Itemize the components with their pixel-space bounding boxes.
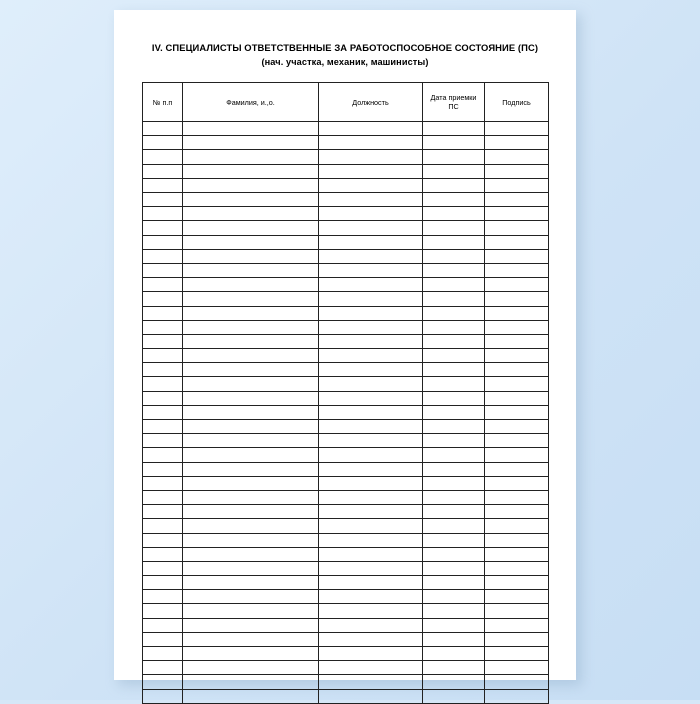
cell-number[interactable] — [143, 434, 183, 448]
table-row[interactable] — [143, 405, 549, 419]
cell-position[interactable] — [319, 377, 423, 391]
cell-position[interactable] — [319, 505, 423, 519]
table-row[interactable] — [143, 391, 549, 405]
cell-name[interactable] — [183, 576, 319, 590]
cell-acceptance-date[interactable] — [423, 405, 485, 419]
cell-position[interactable] — [319, 547, 423, 561]
cell-acceptance-date[interactable] — [423, 150, 485, 164]
cell-number[interactable] — [143, 561, 183, 575]
cell-name[interactable] — [183, 434, 319, 448]
cell-name[interactable] — [183, 561, 319, 575]
cell-position[interactable] — [319, 235, 423, 249]
cell-position[interactable] — [319, 349, 423, 363]
cell-signature[interactable] — [485, 122, 549, 136]
cell-position[interactable] — [319, 675, 423, 689]
cell-acceptance-date[interactable] — [423, 221, 485, 235]
cell-name[interactable] — [183, 689, 319, 703]
cell-name[interactable] — [183, 207, 319, 221]
cell-number[interactable] — [143, 689, 183, 703]
cell-name[interactable] — [183, 476, 319, 490]
cell-signature[interactable] — [485, 618, 549, 632]
cell-acceptance-date[interactable] — [423, 689, 485, 703]
cell-acceptance-date[interactable] — [423, 519, 485, 533]
cell-number[interactable] — [143, 150, 183, 164]
cell-position[interactable] — [319, 519, 423, 533]
cell-acceptance-date[interactable] — [423, 434, 485, 448]
cell-number[interactable] — [143, 647, 183, 661]
cell-acceptance-date[interactable] — [423, 178, 485, 192]
cell-signature[interactable] — [485, 377, 549, 391]
table-row[interactable] — [143, 590, 549, 604]
cell-number[interactable] — [143, 136, 183, 150]
column-header-signature-label: Подпись — [502, 97, 531, 107]
cell-number[interactable] — [143, 661, 183, 675]
column-header-name-label: Фамилия, и.,о. — [226, 97, 275, 107]
cell-number[interactable] — [143, 193, 183, 207]
cell-acceptance-date[interactable] — [423, 462, 485, 476]
table-row[interactable] — [143, 490, 549, 504]
table-row[interactable] — [143, 193, 549, 207]
cell-signature[interactable] — [485, 334, 549, 348]
cell-position[interactable] — [319, 448, 423, 462]
cell-name[interactable] — [183, 490, 319, 504]
cell-name[interactable] — [183, 519, 319, 533]
cell-position[interactable] — [319, 618, 423, 632]
cell-position[interactable] — [319, 405, 423, 419]
cell-acceptance-date[interactable] — [423, 235, 485, 249]
table-row[interactable] — [143, 363, 549, 377]
cell-acceptance-date[interactable] — [423, 136, 485, 150]
table-row[interactable] — [143, 178, 549, 192]
table-row[interactable] — [143, 647, 549, 661]
table-row[interactable] — [143, 576, 549, 590]
cell-signature[interactable] — [485, 632, 549, 646]
table-header — [143, 83, 549, 122]
cell-name[interactable] — [183, 363, 319, 377]
cell-position[interactable] — [319, 263, 423, 277]
cell-number[interactable] — [143, 249, 183, 263]
cell-name[interactable] — [183, 618, 319, 632]
table-row[interactable] — [143, 306, 549, 320]
cell-number[interactable] — [143, 547, 183, 561]
cell-number[interactable] — [143, 334, 183, 348]
cell-acceptance-date[interactable] — [423, 207, 485, 221]
table-row[interactable] — [143, 320, 549, 334]
cell-position[interactable] — [319, 164, 423, 178]
cell-name[interactable] — [183, 334, 319, 348]
cell-position[interactable] — [319, 462, 423, 476]
cell-position[interactable] — [319, 434, 423, 448]
cell-name[interactable] — [183, 647, 319, 661]
cell-number[interactable] — [143, 476, 183, 490]
cell-position[interactable] — [319, 632, 423, 646]
cell-signature[interactable] — [485, 533, 549, 547]
cell-position[interactable] — [319, 221, 423, 235]
cell-name[interactable] — [183, 320, 319, 334]
page-title: IV. СПЕЦИАЛИСТЫ ОТВЕТСТВЕННЫЕ ЗА РАБОТОСПОСОБНОЕ СОСТОЯНИЕ (ПС) — [151, 42, 539, 53]
cell-number[interactable] — [143, 320, 183, 334]
cell-name[interactable] — [183, 306, 319, 320]
cell-position[interactable] — [319, 561, 423, 575]
cell-position[interactable] — [319, 136, 423, 150]
cell-position[interactable] — [319, 590, 423, 604]
cell-acceptance-date[interactable] — [423, 391, 485, 405]
table-row[interactable] — [143, 207, 549, 221]
cell-name[interactable] — [183, 533, 319, 547]
cell-number[interactable] — [143, 122, 183, 136]
cell-number[interactable] — [143, 618, 183, 632]
cell-number[interactable] — [143, 420, 183, 434]
cell-number[interactable] — [143, 462, 183, 476]
table-row[interactable] — [143, 249, 549, 263]
cell-acceptance-date[interactable] — [423, 490, 485, 504]
cell-name[interactable] — [183, 122, 319, 136]
cell-acceptance-date[interactable] — [423, 193, 485, 207]
cell-signature[interactable] — [485, 405, 549, 419]
cell-signature[interactable] — [485, 590, 549, 604]
cell-signature[interactable] — [485, 207, 549, 221]
cell-signature[interactable] — [485, 278, 549, 292]
cell-acceptance-date[interactable] — [423, 278, 485, 292]
cell-signature[interactable] — [485, 490, 549, 504]
cell-signature[interactable] — [485, 661, 549, 675]
cell-name[interactable] — [183, 235, 319, 249]
cell-signature[interactable] — [485, 675, 549, 689]
cell-name[interactable] — [183, 263, 319, 277]
cell-name[interactable] — [183, 150, 319, 164]
table-row[interactable] — [143, 420, 549, 434]
table-row[interactable] — [143, 349, 549, 363]
cell-acceptance-date[interactable] — [423, 533, 485, 547]
cell-name[interactable] — [183, 604, 319, 618]
cell-signature[interactable] — [485, 178, 549, 192]
table-header-row — [143, 83, 549, 122]
cell-name[interactable] — [183, 377, 319, 391]
cell-acceptance-date[interactable] — [423, 604, 485, 618]
cell-acceptance-date[interactable] — [423, 249, 485, 263]
cell-position[interactable] — [319, 576, 423, 590]
cell-position[interactable] — [319, 278, 423, 292]
cell-position[interactable] — [319, 420, 423, 434]
column-header-number — [143, 83, 183, 122]
cell-number[interactable] — [143, 349, 183, 363]
cell-number[interactable] — [143, 405, 183, 419]
cell-signature[interactable] — [485, 476, 549, 490]
cell-number[interactable] — [143, 576, 183, 590]
cell-acceptance-date[interactable] — [423, 448, 485, 462]
table-row[interactable] — [143, 533, 549, 547]
cell-signature[interactable] — [485, 349, 549, 363]
cell-acceptance-date[interactable] — [423, 576, 485, 590]
cell-number[interactable] — [143, 377, 183, 391]
cell-signature[interactable] — [485, 647, 549, 661]
table-row[interactable] — [143, 505, 549, 519]
cell-name[interactable] — [183, 420, 319, 434]
cell-acceptance-date[interactable] — [423, 505, 485, 519]
cell-number[interactable] — [143, 505, 183, 519]
cell-signature[interactable] — [485, 604, 549, 618]
table-row[interactable] — [143, 675, 549, 689]
cell-number[interactable] — [143, 178, 183, 192]
table-row[interactable] — [143, 519, 549, 533]
cell-number[interactable] — [143, 391, 183, 405]
cell-number[interactable] — [143, 448, 183, 462]
cell-position[interactable] — [319, 150, 423, 164]
column-header-acceptance-date — [423, 83, 485, 122]
cell-acceptance-date[interactable] — [423, 590, 485, 604]
cell-signature[interactable] — [485, 164, 549, 178]
cell-number[interactable] — [143, 263, 183, 277]
cell-number[interactable] — [143, 207, 183, 221]
cell-signature[interactable] — [485, 547, 549, 561]
cell-acceptance-date[interactable] — [423, 661, 485, 675]
table-row[interactable] — [143, 122, 549, 136]
table-row[interactable] — [143, 235, 549, 249]
cell-signature[interactable] — [485, 320, 549, 334]
table-row[interactable] — [143, 434, 549, 448]
cell-name[interactable] — [183, 278, 319, 292]
cell-number[interactable] — [143, 164, 183, 178]
table-row[interactable] — [143, 604, 549, 618]
cell-acceptance-date[interactable] — [423, 334, 485, 348]
cell-signature[interactable] — [485, 689, 549, 703]
table-row[interactable] — [143, 221, 549, 235]
table-row[interactable] — [143, 661, 549, 675]
cell-position[interactable] — [319, 647, 423, 661]
cell-number[interactable] — [143, 675, 183, 689]
cell-signature[interactable] — [485, 519, 549, 533]
cell-position[interactable] — [319, 306, 423, 320]
cell-number[interactable] — [143, 363, 183, 377]
cell-name[interactable] — [183, 632, 319, 646]
table-row[interactable] — [143, 292, 549, 306]
cell-acceptance-date[interactable] — [423, 320, 485, 334]
table-row[interactable] — [143, 476, 549, 490]
cell-acceptance-date[interactable] — [423, 164, 485, 178]
cell-acceptance-date[interactable] — [423, 647, 485, 661]
table-row[interactable] — [143, 448, 549, 462]
cell-name[interactable] — [183, 590, 319, 604]
cell-signature[interactable] — [485, 249, 549, 263]
cell-position[interactable] — [319, 689, 423, 703]
cell-acceptance-date[interactable] — [423, 476, 485, 490]
cell-acceptance-date[interactable] — [423, 306, 485, 320]
cell-number[interactable] — [143, 604, 183, 618]
table-row[interactable] — [143, 334, 549, 348]
cell-signature[interactable] — [485, 576, 549, 590]
cell-signature[interactable] — [485, 420, 549, 434]
cell-number[interactable] — [143, 533, 183, 547]
column-header-name — [183, 83, 319, 122]
table-row[interactable] — [143, 561, 549, 575]
cell-position[interactable] — [319, 661, 423, 675]
cell-acceptance-date[interactable] — [423, 675, 485, 689]
cell-position[interactable] — [319, 193, 423, 207]
cell-acceptance-date[interactable] — [423, 263, 485, 277]
cell-number[interactable] — [143, 306, 183, 320]
cell-name[interactable] — [183, 136, 319, 150]
cell-name[interactable] — [183, 405, 319, 419]
column-header-position-label: Должность — [352, 97, 389, 107]
cell-position[interactable] — [319, 122, 423, 136]
cell-position[interactable] — [319, 604, 423, 618]
table-row[interactable] — [143, 136, 549, 150]
cell-name[interactable] — [183, 164, 319, 178]
cell-number[interactable] — [143, 632, 183, 646]
table-row[interactable] — [143, 689, 549, 703]
cell-acceptance-date[interactable] — [423, 561, 485, 575]
cell-name[interactable] — [183, 193, 319, 207]
cell-acceptance-date[interactable] — [423, 122, 485, 136]
cell-signature[interactable] — [485, 221, 549, 235]
cell-signature[interactable] — [485, 434, 549, 448]
responsible-specialists-table — [142, 82, 549, 704]
column-header-signature — [485, 83, 549, 122]
column-header-number-label: № п.п — [152, 97, 173, 107]
table-row[interactable] — [143, 632, 549, 646]
cell-signature[interactable] — [485, 136, 549, 150]
cell-number[interactable] — [143, 278, 183, 292]
table-body — [143, 122, 549, 704]
cell-position[interactable] — [319, 391, 423, 405]
page-subtitle: (нач. участка, механик, машинисты) — [261, 56, 429, 67]
table-row[interactable] — [143, 278, 549, 292]
table-row[interactable] — [143, 547, 549, 561]
cell-signature[interactable] — [485, 150, 549, 164]
cell-position[interactable] — [319, 320, 423, 334]
cell-position[interactable] — [319, 207, 423, 221]
cell-signature[interactable] — [485, 363, 549, 377]
cell-position[interactable] — [319, 292, 423, 306]
cell-number[interactable] — [143, 292, 183, 306]
cell-number[interactable] — [143, 590, 183, 604]
table-row[interactable] — [143, 150, 549, 164]
cell-acceptance-date[interactable] — [423, 632, 485, 646]
cell-name[interactable] — [183, 448, 319, 462]
cell-signature[interactable] — [485, 263, 549, 277]
cell-acceptance-date[interactable] — [423, 420, 485, 434]
cell-acceptance-date[interactable] — [423, 547, 485, 561]
cell-name[interactable] — [183, 547, 319, 561]
cell-acceptance-date[interactable] — [423, 618, 485, 632]
cell-signature[interactable] — [485, 561, 549, 575]
cell-signature[interactable] — [485, 235, 549, 249]
cell-signature[interactable] — [485, 391, 549, 405]
cell-position[interactable] — [319, 476, 423, 490]
cell-name[interactable] — [183, 249, 319, 263]
cell-acceptance-date[interactable] — [423, 292, 485, 306]
cell-signature[interactable] — [485, 448, 549, 462]
cell-name[interactable] — [183, 292, 319, 306]
cell-signature[interactable] — [485, 462, 549, 476]
cell-position[interactable] — [319, 490, 423, 504]
cell-name[interactable] — [183, 462, 319, 476]
cell-position[interactable] — [319, 334, 423, 348]
cell-number[interactable] — [143, 490, 183, 504]
cell-name[interactable] — [183, 391, 319, 405]
cell-name[interactable] — [183, 505, 319, 519]
cell-position[interactable] — [319, 178, 423, 192]
cell-position[interactable] — [319, 533, 423, 547]
cell-name[interactable] — [183, 221, 319, 235]
cell-signature[interactable] — [485, 505, 549, 519]
document-page — [114, 10, 576, 680]
table-row[interactable] — [143, 462, 549, 476]
cell-signature[interactable] — [485, 292, 549, 306]
cell-acceptance-date[interactable] — [423, 363, 485, 377]
cell-name[interactable] — [183, 349, 319, 363]
cell-name[interactable] — [183, 675, 319, 689]
column-header-acceptance-date-label: Дата приемки ПС — [430, 93, 477, 112]
cell-name[interactable] — [183, 178, 319, 192]
cell-number[interactable] — [143, 519, 183, 533]
cell-acceptance-date[interactable] — [423, 377, 485, 391]
cell-position[interactable] — [319, 363, 423, 377]
cell-acceptance-date[interactable] — [423, 349, 485, 363]
table-row[interactable] — [143, 377, 549, 391]
cell-number[interactable] — [143, 221, 183, 235]
cell-signature[interactable] — [485, 193, 549, 207]
cell-signature[interactable] — [485, 306, 549, 320]
cell-name[interactable] — [183, 661, 319, 675]
table-row[interactable] — [143, 164, 549, 178]
column-header-position — [319, 83, 423, 122]
table-row[interactable] — [143, 263, 549, 277]
table-row[interactable] — [143, 618, 549, 632]
cell-number[interactable] — [143, 235, 183, 249]
cell-position[interactable] — [319, 249, 423, 263]
